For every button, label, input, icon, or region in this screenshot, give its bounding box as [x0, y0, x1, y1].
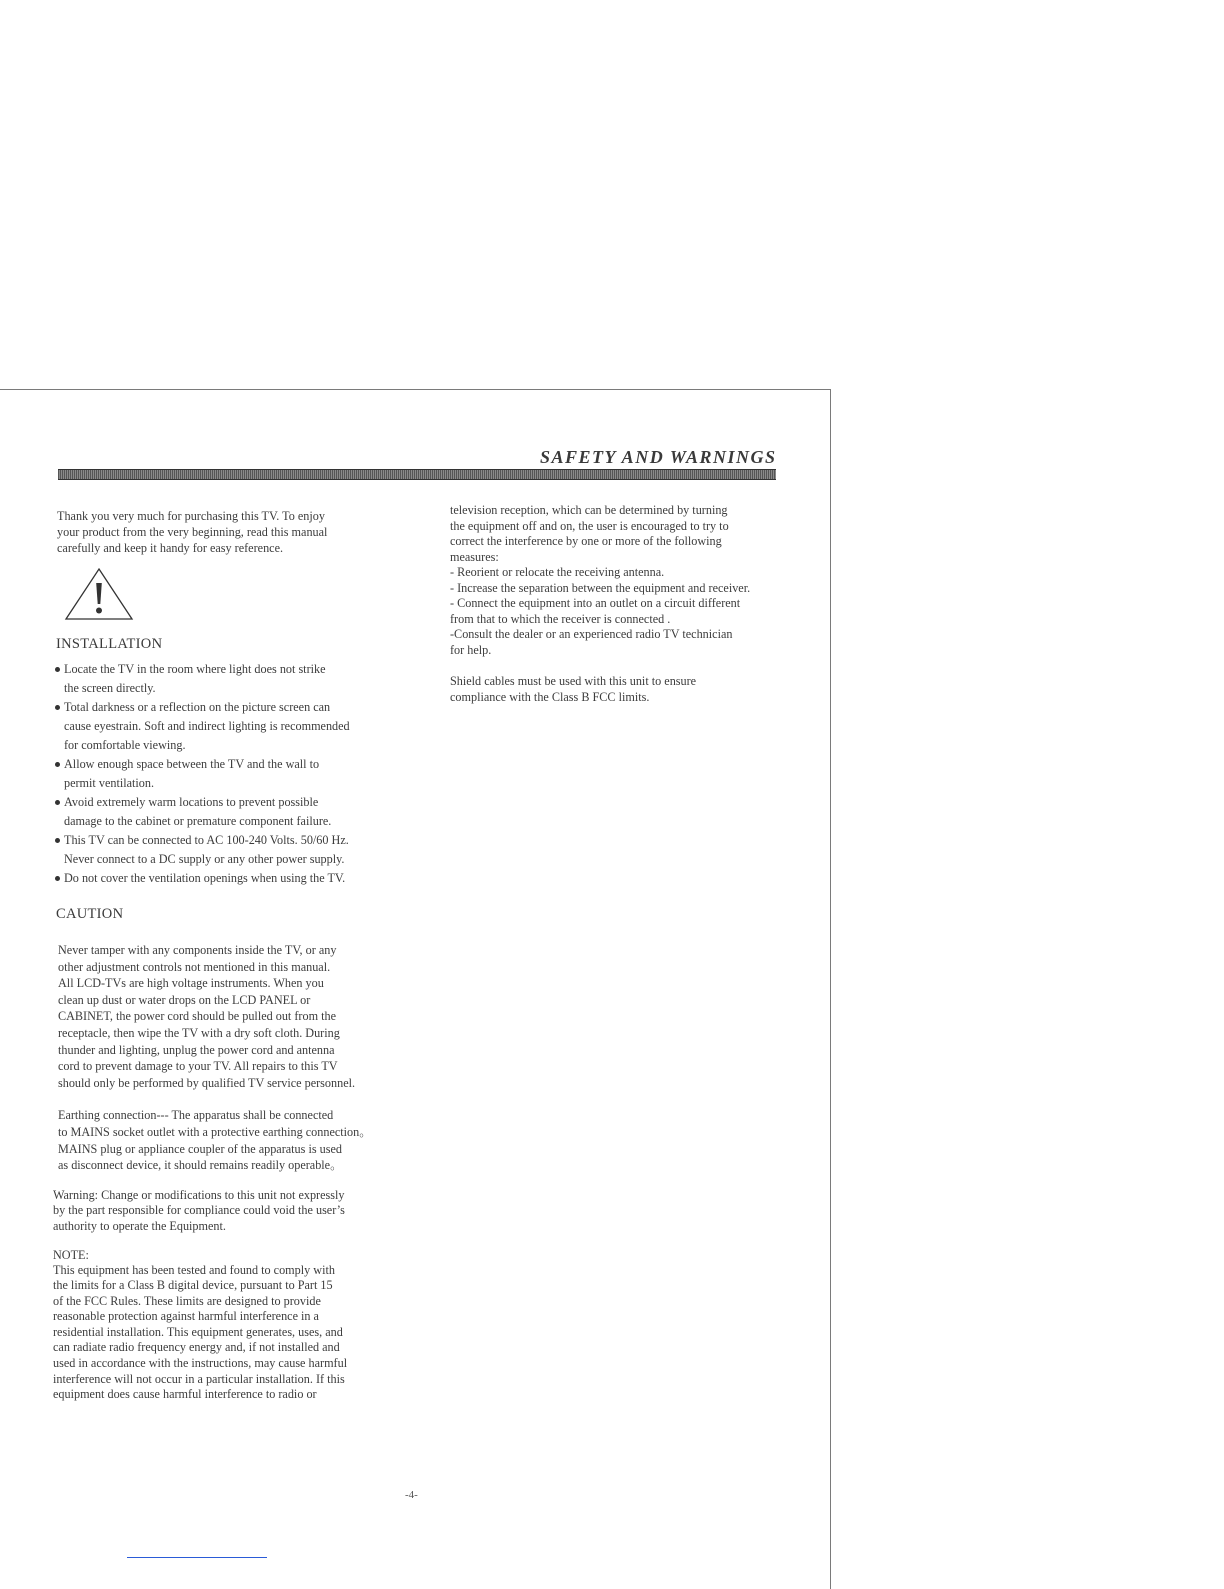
shield-paragraph: Shield cables must be used with this unit to ensure compliance with the Class B FCC limits. [450, 674, 697, 704]
list-item [53, 660, 403, 698]
installation-list [53, 660, 403, 888]
list-item [53, 698, 403, 755]
list-item [53, 831, 403, 869]
left-column [53, 508, 403, 1403]
bullet-icon [55, 800, 60, 805]
installation-heading: INSTALLATION [56, 636, 163, 652]
caution-paragraph: Never tamper with any components inside the TV, or any other adjustment controls not mentioned in this manual. All LCD-TVs are high voltage instruments. When you clean up dust or water drops on the LCD PANEL or CABINET, the power cord should be pulled out from the receptacle, then wipe the TV with a dry soft cloth. During thunder and lighting, unplug the power cord and antenna cord to prevent damage to your TV. All repairs to this TV should only be performed by qualified TV service personnel. [58, 943, 356, 1090]
list-item-text: Total darkness or a reflection on the picture screen can cause eyestrain. Soft and indirect lighting is recommended for comfortable viewing. [64, 700, 350, 752]
measures-list [450, 565, 795, 658]
bullet-icon [55, 762, 60, 767]
fcc-continuation-paragraph: television reception, which can be determined by turning the equipment off and on, the user is encouraged to try to correct the interference by one or more of the following measures: [450, 503, 729, 564]
list-item: -Consult the dealer or an experienced radio TV technician for help. [450, 627, 733, 657]
header-rule [58, 469, 776, 480]
list-item-text: Avoid extremely warm locations to prevent possible damage to the cabinet or premature component failure. [64, 795, 332, 828]
bullet-icon [55, 667, 60, 672]
note-label: NOTE: [53, 1247, 89, 1262]
warning-paragraph: Warning: Change or modifications to this unit not expressly by the part responsible for compliance could void the user’s authority to operate the Equipment. [53, 1187, 345, 1233]
link-underline [127, 1557, 267, 1558]
list-item: - Connect the equipment into an outlet on a circuit different from that to which the receiver is connected . [450, 596, 741, 626]
page-title: SAFETY AND WARNINGS [540, 447, 777, 467]
list-item: - Increase the separation between the equipment and receiver. [450, 580, 751, 595]
intro-paragraph: Thank you very much for purchasing this TV. To enjoy your product from the very beginning, read this manual carefully and keep it handy for easy reference. [57, 509, 328, 555]
list-item-text: Allow enough space between the TV and the wall to permit ventilation. [64, 757, 320, 790]
list-item: - Reorient or relocate the receiving antenna. [450, 565, 665, 579]
list-item-text: Do not cover the ventilation openings when using the TV. [64, 871, 346, 885]
page-number: -4- [405, 1489, 418, 1501]
list-item [53, 755, 403, 793]
bullet-icon [55, 838, 60, 843]
caution-heading: CAUTION [56, 906, 124, 922]
warning-triangle-icon [63, 566, 135, 622]
list-item-text: This TV can be connected to AC 100-240 Volts. 50/60 Hz. Never connect to a DC supply or any other power supply. [64, 833, 349, 866]
earthing-paragraph: Earthing connection--- The apparatus shall be connected to MAINS socket outlet with a protective earthing connection。 MAINS plug or appliance coupler of the apparatus is used as disconnect device, it should remains readily operable。 [58, 1108, 372, 1173]
note-paragraph: This equipment has been tested and found to comply with the limits for a Class B digital device, pursuant to Part 15 of the FCC Rules. These limits are designed to provide reasonable protection against harmful interference in a residential installation. This equipment generates, uses, and can radiate radio frequency energy and, if not installed and used in accordance with the instructions, may cause harmful interference will not occur in a particular installation. If this equipment does cause harmful interference to radio or [53, 1262, 348, 1402]
bullet-icon [55, 876, 60, 881]
bullet-icon [55, 705, 60, 710]
right-column [450, 503, 795, 705]
list-item-text: Locate the TV in the room where light does not strike the screen directly. [64, 662, 326, 695]
list-item [53, 869, 403, 888]
list-item [53, 793, 403, 831]
